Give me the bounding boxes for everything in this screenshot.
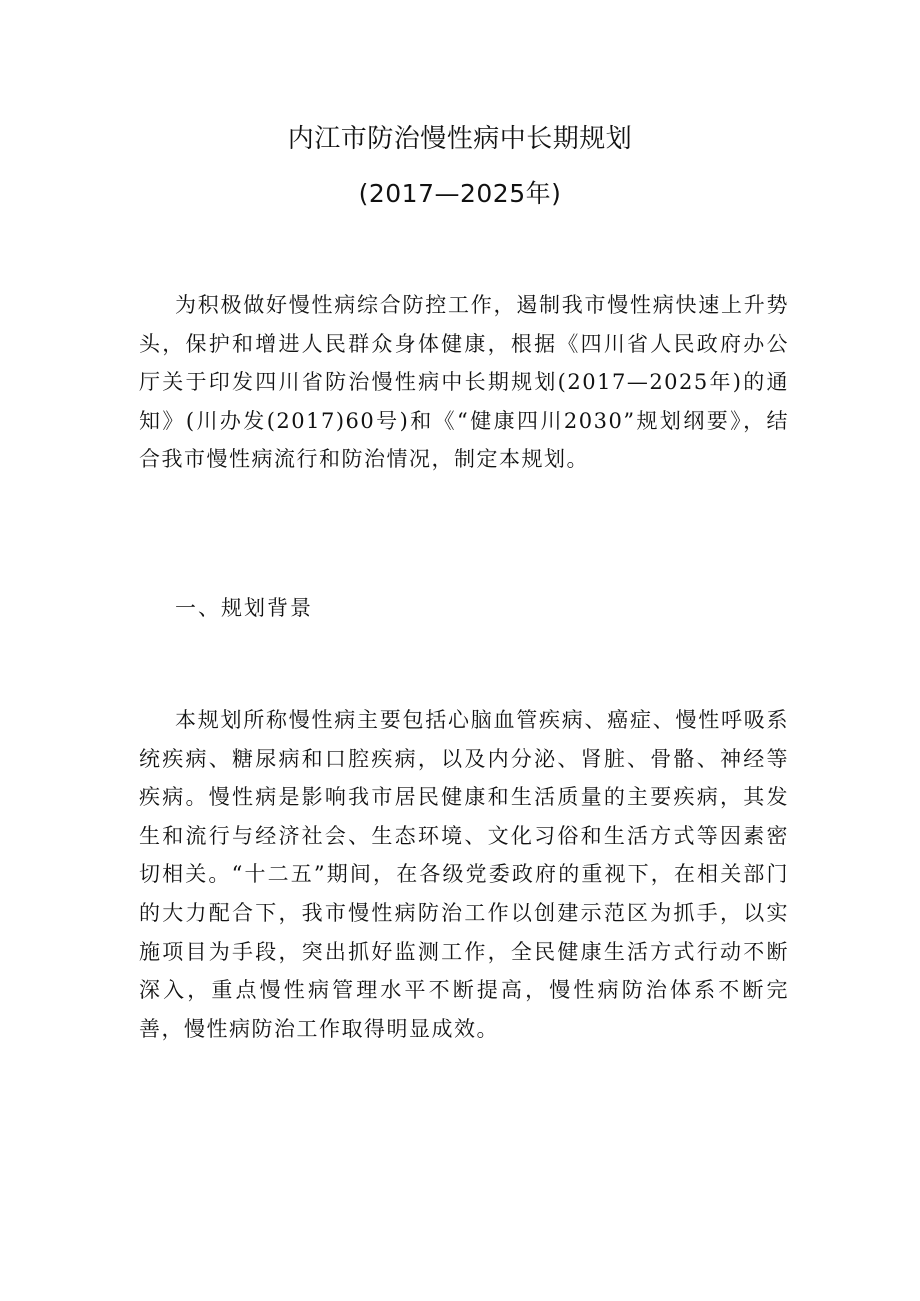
section-heading: 一、规划背景 (175, 596, 313, 620)
document-subtitle: (2017—2025年) (358, 179, 562, 208)
intro-paragraph: 为积极做好慢性病综合防控工作，遏制我市慢性病快速上升势头，保护和增进人民群众身体健康，根据《四川省人民政府办公厅关于印发四川省防治慢性病中长期规划(2017—2025年)的通知》(川办发(2017)60号)和《“健康四川2030”规划纲要》，结合我市慢性病流行和防治情况，制定本规划。 (139, 293, 789, 472)
section-body-paragraph: 本规划所称慢性病主要包括心脑血管疾病、癌症、慢性呼吸系统疾病、糖尿病和口腔疾病，以及内分泌、肾脏、骨骼、神经等疾病。慢性病是影响我市居民健康和生活质量的主要疾病，其发生和流行与经济社会、生态环境、文化习俗和生活方式等因素密切相关。“十二五”期间，在各级党委政府的重视下，在相关部门的大力配合下，我市慢性病防治工作以创建示范区为抓手，以实施项目为手段，突出抓好监测工作，全民健康生活方式行动不断深入，重点慢性病管理水平不断提高，慢性病防治体系不断完善，慢性病防治工作取得明显成效。 (139, 708, 789, 1041)
document-title: 内江市防治慢性病中长期规划 (287, 124, 633, 154)
